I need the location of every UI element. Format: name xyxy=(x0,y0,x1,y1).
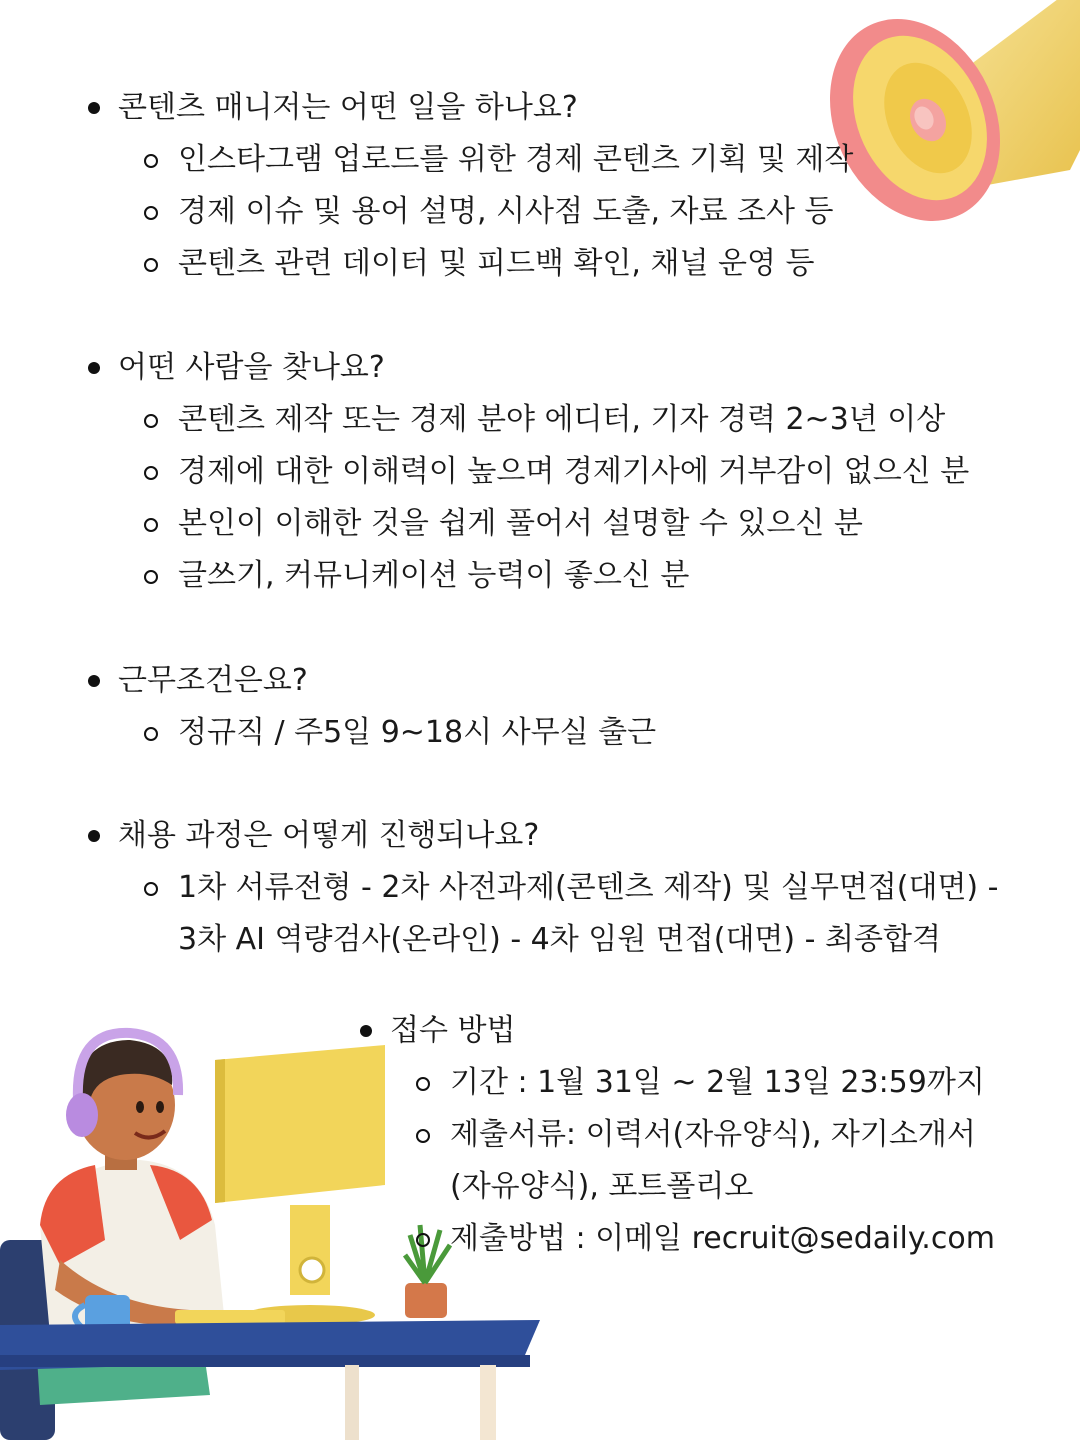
circle-bullet-icon xyxy=(416,1077,430,1091)
circle-bullet-icon xyxy=(144,414,158,428)
list-item-text: 제출방법 : 이메일 recruit@sedaily.com xyxy=(450,1221,995,1256)
bullet-icon xyxy=(88,362,100,374)
list-item-text: 콘텐츠 제작 또는 경제 분야 에디터, 기자 경력 2~3년 이상 xyxy=(178,402,946,437)
circle-bullet-icon xyxy=(416,1129,430,1143)
list-item-text: 기간 : 1월 31일 ~ 2월 13일 23:59까지 xyxy=(450,1065,985,1100)
question-item xyxy=(88,82,853,134)
list-item-text: 인스타그램 업로드를 위한 경제 콘텐츠 기획 및 제작 xyxy=(178,142,854,177)
question-text: 어떤 사람을 찾나요? xyxy=(118,350,385,385)
circle-bullet-icon xyxy=(144,727,158,741)
list-item-text-continued: 3차 AI 역량검사(온라인) - 4차 임원 면접(대면) - 최종합격 xyxy=(178,922,941,957)
question-item xyxy=(88,655,656,707)
section-hiring-process xyxy=(88,810,999,966)
bullet-icon xyxy=(88,102,100,114)
list-item-text: 본인이 이해한 것을 쉽게 풀어서 설명할 수 있으신 분 xyxy=(178,506,863,541)
list-item xyxy=(144,707,656,759)
bullet-icon xyxy=(360,1025,372,1037)
list-item xyxy=(416,1109,995,1213)
list-item xyxy=(416,1213,995,1265)
circle-bullet-icon xyxy=(144,570,158,584)
list-item-text: 정규직 / 주5일 9~18시 사무실 출근 xyxy=(178,715,657,750)
question-text: 접수 방법 xyxy=(390,1013,516,1048)
circle-bullet-icon xyxy=(144,518,158,532)
megaphone-illustration xyxy=(820,0,1080,250)
question-text: 채용 과정은 어떻게 진행되나요? xyxy=(118,818,540,853)
question-item xyxy=(88,810,999,862)
list-item-text: 경제에 대한 이해력이 높으며 경제기사에 거부감이 없으신 분 xyxy=(178,454,970,489)
section-application xyxy=(360,1005,995,1265)
question-item xyxy=(360,1005,995,1057)
list-item xyxy=(144,394,969,446)
bullet-icon xyxy=(88,675,100,687)
list-item xyxy=(144,550,969,602)
list-item xyxy=(144,862,999,966)
list-item xyxy=(144,238,853,290)
list-item-text: 경제 이슈 및 용어 설명, 시사점 도출, 자료 조사 등 xyxy=(178,194,834,229)
circle-bullet-icon xyxy=(416,1233,430,1247)
circle-bullet-icon xyxy=(144,466,158,480)
bullet-icon xyxy=(88,830,100,842)
question-text: 콘텐츠 매니저는 어떤 일을 하나요? xyxy=(118,90,578,125)
list-item xyxy=(144,498,969,550)
list-item-text: 제출서류: 이력서(자유양식), 자기소개서 xyxy=(450,1117,976,1152)
section-work-conditions xyxy=(88,655,656,759)
question-item xyxy=(88,342,969,394)
section-requirements xyxy=(88,342,969,602)
list-item xyxy=(144,134,853,186)
section-job-description xyxy=(88,82,853,290)
list-item-text: 콘텐츠 관련 데이터 및 피드백 확인, 채널 운영 등 xyxy=(178,246,815,281)
circle-bullet-icon xyxy=(144,154,158,168)
list-item-text-continued: (자유양식), 포트폴리오 xyxy=(450,1169,754,1204)
list-item xyxy=(144,446,969,498)
list-item xyxy=(144,186,853,238)
circle-bullet-icon xyxy=(144,206,158,220)
list-item-text: 글쓰기, 커뮤니케이션 능력이 좋으신 분 xyxy=(178,558,690,593)
list-item xyxy=(416,1057,995,1109)
question-text: 근무조건은요? xyxy=(118,663,308,698)
circle-bullet-icon xyxy=(144,258,158,272)
list-item-text: 1차 서류전형 - 2차 사전과제(콘텐츠 제작) 및 실무면접(대면) - xyxy=(178,870,999,905)
circle-bullet-icon xyxy=(144,882,158,896)
